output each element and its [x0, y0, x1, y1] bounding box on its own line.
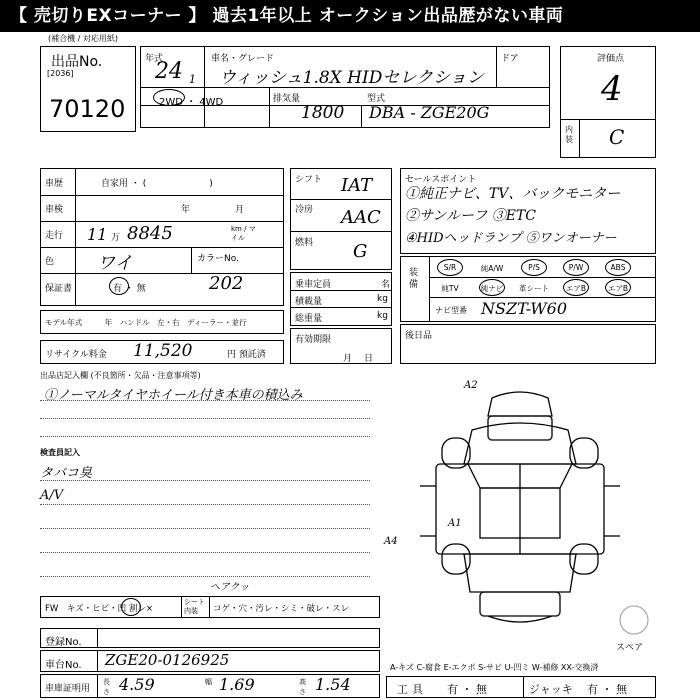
eq-airbag-circle-1 [563, 279, 589, 296]
eq-power-steering: P/S [528, 263, 540, 272]
fuel-value: G [353, 241, 368, 262]
equipment-label: 装備 [409, 268, 419, 290]
damage-mark-a4: A4 [384, 536, 398, 547]
color-label: 色 [45, 257, 55, 267]
ac-label: 冷房 [295, 205, 314, 215]
interior-score-label: 内装 [565, 125, 573, 144]
displacement-label: 排気量 [273, 94, 301, 104]
eq-airbag-2: エアB [607, 284, 629, 293]
damage-mark-a1: A1 [448, 518, 462, 529]
year-value: 24 [155, 59, 183, 84]
cert-length: 4.59 [119, 675, 155, 694]
load-unit: kg [377, 294, 388, 304]
jack-label: ジャッキ [529, 683, 573, 696]
car-damage-diagram [380, 376, 660, 646]
vehicle-info-box [140, 46, 550, 128]
legend-crack-circle [121, 598, 141, 616]
tools-label: 工具 [397, 683, 427, 696]
legend-fw: FW キズ・ヒビ・凹 割レ× [45, 604, 153, 614]
banner: 【 売切りEXコーナー 】 過去1年以上 オークション出品歴がない車両 [0, 0, 700, 32]
legend-interior-terms: コゲ・穴・汚レ・シミ・破レ・スレ [213, 604, 350, 614]
lot-number-box [40, 46, 136, 132]
fuel-label: 燃料 [295, 238, 314, 248]
warranty-yes-circle [109, 277, 129, 295]
inspection-label: 車検 [45, 205, 64, 215]
navi-value: NSZT-W60 [481, 299, 568, 318]
inspector-line-1: タバコ臭 [40, 466, 92, 481]
weight-unit: kg [377, 311, 388, 321]
legend-annotation: ヘアクッ [210, 582, 250, 593]
eq-navi: 純ナビ [480, 284, 504, 293]
lot-label: 出品No. [51, 54, 103, 70]
tools-value: 有 ・ 無 [447, 683, 487, 696]
tools-row [386, 676, 656, 698]
eq-abs-circle [605, 259, 631, 276]
chassis-row [40, 650, 380, 672]
selling-point-1: ①純正ナビ、TV、バックモニター [405, 186, 621, 202]
drive-selected-circle [153, 89, 185, 106]
history-table [40, 168, 284, 306]
recycle-box [40, 340, 284, 364]
mileage-label: 走行 [45, 231, 64, 241]
drive-options: 2WD ・ 4WD [159, 97, 224, 108]
eq-sunroof-circle [437, 259, 463, 276]
type-label: 型式 [367, 94, 386, 104]
shift-box [290, 168, 392, 270]
recycle-value: 11,520 [133, 341, 193, 361]
ac-value: AAC [341, 207, 381, 228]
color-no-value: 202 [209, 273, 244, 294]
later-items-label: 後日品 [405, 331, 433, 341]
registration-row [40, 628, 380, 648]
door-label: ドア [501, 54, 519, 64]
garage-cert-row [40, 674, 380, 698]
load-label: 積載量 [295, 297, 323, 307]
eq-ps-circle [521, 259, 547, 276]
capacity-label: 乗車定員 [295, 280, 332, 290]
cert-height-label: 高 さ [299, 678, 306, 696]
history-label: 車歴 [45, 179, 64, 189]
later-items-box [400, 324, 656, 364]
selling-points-label: セールスポイント [405, 175, 477, 185]
capacity-box [290, 272, 392, 326]
sheet-type-note: (補合機 / 対応用紙) [48, 34, 119, 43]
cert-label: 車庫証明用 [45, 684, 91, 694]
damage-mark-a2: A2 [464, 380, 478, 391]
eq-airbag-circle-2 [605, 279, 631, 296]
cert-length-label: 長 さ [103, 678, 110, 696]
inspection-value: 年 月 [181, 205, 245, 215]
year-month: 1 [189, 73, 196, 86]
navi-label: ナビ型番 [435, 306, 467, 315]
registration-label: 登録No. [45, 637, 82, 648]
eq-tv: 純TV [441, 284, 459, 293]
year-label: 年式 [145, 54, 164, 64]
model-label: 車名・グレード [211, 54, 275, 64]
expiry-unit: 月日 [343, 354, 386, 364]
legend-bar [40, 596, 380, 618]
eq-alloy-wheels: 純A/W [480, 264, 504, 273]
inspector-label: 検査員記入 [40, 448, 80, 457]
inspector-line-2: A/V [40, 488, 64, 503]
remarks-note: ①ノーマルタイヤホイール付き本車の積込み [44, 388, 303, 403]
eq-pw-circle [563, 259, 589, 276]
color-value: ワイ [97, 253, 133, 274]
warranty-label: 保証書 [45, 284, 73, 294]
model-value: ウィッシュ1.8X HIDセレクション [219, 68, 484, 88]
weight-label: 総重量 [295, 314, 323, 324]
cert-width-label: 幅 [205, 678, 212, 686]
spare-tire-icon [620, 606, 648, 634]
model-row-text: モデル年式 年 ハンドル 左・右 ディーラー・並行 [45, 318, 247, 327]
eq-abs: ABS [610, 263, 626, 272]
selling-points-box [400, 168, 656, 254]
legend-interior: シート内装 [184, 598, 205, 615]
lot-number: 70120 [49, 95, 126, 123]
cert-width: 1.69 [219, 675, 255, 694]
eq-airbag-1: エアB [565, 284, 587, 293]
chassis-label: 車台No. [45, 660, 82, 671]
shift-value: IAT [341, 175, 373, 196]
model-row [40, 310, 284, 334]
lot-code: [2036] [47, 69, 74, 78]
mileage-man: 11 [87, 225, 108, 244]
score-label: 評価点 [597, 54, 625, 64]
warranty-value: 有 ・ 無 [113, 284, 146, 294]
eq-power-windows: P/W [568, 263, 584, 272]
score-box [560, 46, 656, 158]
mileage-man-unit: 万 [111, 233, 121, 243]
capacity-unit: 名 [381, 280, 391, 290]
equipment-box [400, 256, 656, 322]
score-value: 4 [601, 69, 623, 109]
selling-point-3: ④HIDヘッドランプ ⑤ワンオーナー [405, 231, 617, 246]
eq-navi-circle [479, 279, 505, 296]
chassis-value: ZGE20-0126925 [105, 651, 230, 669]
remarks-section-label: 出品店記入欄 (不良箇所・欠品・注意事項等) [40, 371, 201, 380]
expiry-box [290, 328, 392, 364]
color-no-label: カラーNo. [197, 254, 239, 264]
expiry-label: 有効期限 [295, 335, 332, 345]
selling-point-2: ②サンルーフ ③ETC [405, 208, 536, 224]
shift-label: シフト [295, 175, 323, 185]
jack-value: 有 ・ 無 [587, 683, 627, 696]
recycle-label: リサイクル料金 [45, 350, 107, 360]
eq-sunroof: S/R [443, 263, 457, 272]
recycle-unit: 円 預託済 [227, 350, 266, 360]
cert-height: 1.54 [315, 675, 351, 694]
damage-codes: A-キズ C-腐食 E-エクボ S-サビ U-凹ミ W-補修 XX-交換済 [390, 663, 599, 672]
mileage-unit: km / マイル [231, 225, 256, 242]
spare-label: スペア [616, 643, 644, 653]
interior-score-value: C [609, 125, 625, 149]
displacement-value: 1800 [301, 103, 345, 123]
eq-leather: 革シート [519, 284, 549, 293]
history-value: 自家用 ・ ( ) [101, 179, 213, 189]
type-value: DBA - ZGE20G [369, 103, 490, 122]
mileage-rest: 8845 [127, 223, 173, 244]
